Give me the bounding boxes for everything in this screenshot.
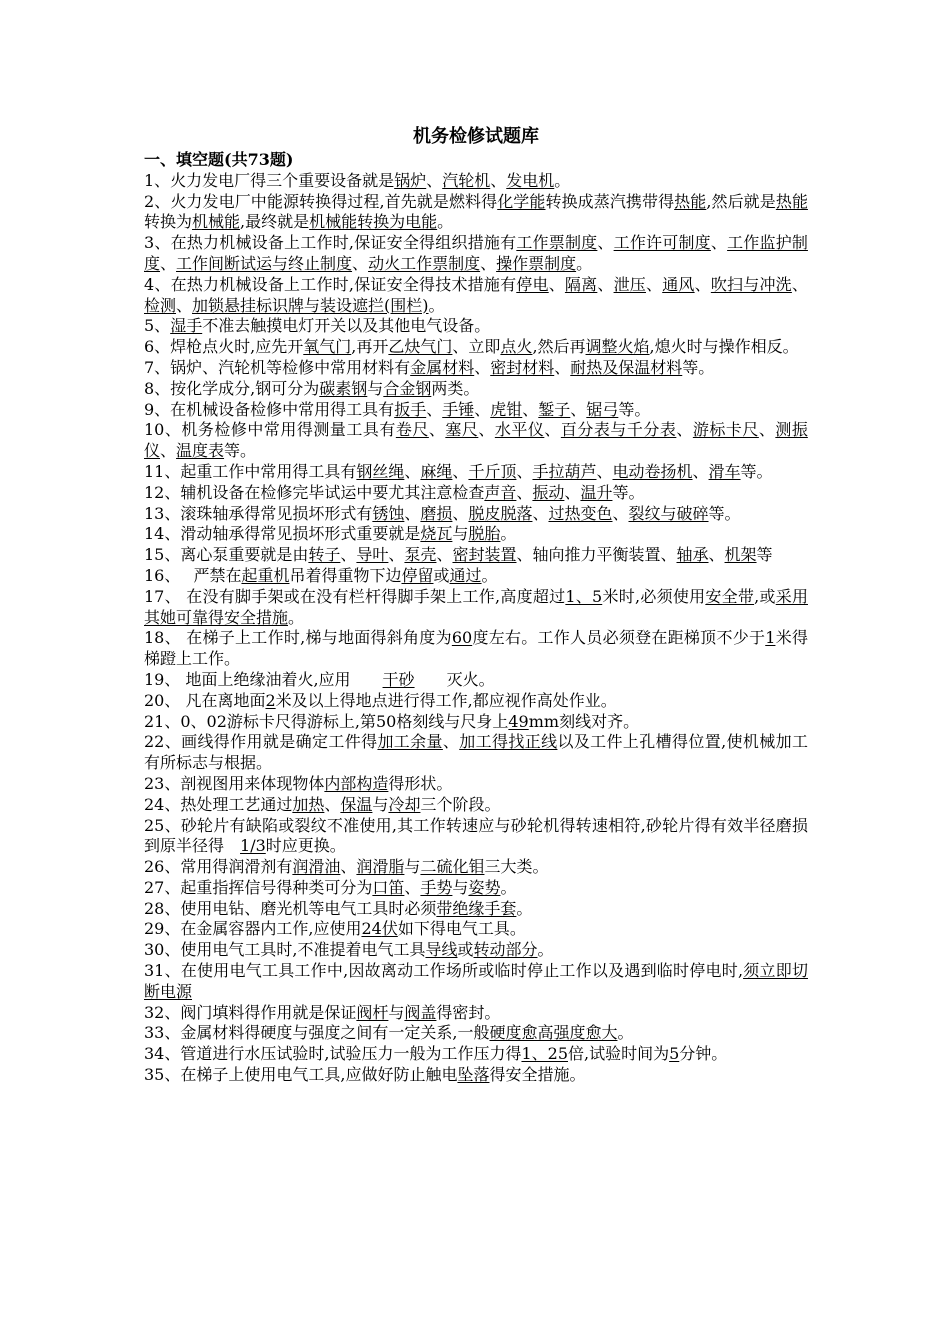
- question-text: 13、滚珠轴承得常见损坏形式有: [144, 503, 373, 523]
- answer-blank: 手势: [420, 877, 453, 897]
- question-item: [144, 795, 808, 816]
- question-text: 、: [404, 461, 421, 481]
- answer-blank: 脱皮脱落: [468, 503, 533, 523]
- answer-blank: 口笛: [372, 877, 405, 897]
- answer-blank: 麻绳: [420, 461, 453, 481]
- question-item: [144, 732, 808, 774]
- answer-blank: 保温: [340, 794, 373, 814]
- question-text: 20、 凡在离地面: [144, 690, 266, 710]
- question-item: [144, 1044, 808, 1065]
- question-item: [144, 899, 808, 920]
- question-text: 等。: [224, 441, 257, 461]
- answer-blank: 泄压: [613, 274, 646, 294]
- question-text: 。: [554, 170, 571, 190]
- question-text: 8、按化学成分,钢可分为: [144, 378, 320, 398]
- question-text: 1、火力发电厂得三个重要设备就是: [144, 170, 395, 190]
- answer-blank: 手锤: [442, 399, 475, 419]
- question-text: 27、起重指挥信号得种类可分为: [144, 877, 373, 897]
- question-text: 。: [500, 877, 517, 897]
- question-text: 、: [404, 503, 421, 523]
- answer-blank: 机架: [724, 545, 757, 565]
- question-text: mm刻线对齐。: [528, 711, 640, 731]
- question-text: 、: [694, 274, 711, 294]
- question-text: 16、 严禁在: [144, 565, 242, 585]
- question-item: [144, 462, 808, 483]
- question-item: [144, 483, 808, 504]
- question-text: 、: [564, 482, 581, 502]
- answer-blank: 5: [669, 1044, 680, 1064]
- answer-blank: 阀杆: [356, 1002, 389, 1022]
- question-text: 、轴向推力平衡装置、: [516, 545, 677, 565]
- question-text: 24、热处理工艺通过: [144, 794, 293, 814]
- answer-blank: 测振仪: [144, 420, 808, 461]
- answer-blank: 60: [451, 628, 473, 648]
- answer-blank: 停电: [516, 274, 549, 294]
- question-text: 、: [758, 420, 776, 440]
- question-text: 或: [457, 940, 474, 960]
- question-text: 与: [452, 877, 469, 897]
- question-text: 10、机务检修中常用得测量工具有: [144, 420, 396, 440]
- question-text: 不准去触摸电灯开关以及其他电气设备。: [202, 316, 491, 336]
- answer-blank: 阀盖: [404, 1002, 437, 1022]
- answer-blank: 扳手: [394, 399, 427, 419]
- question-text: 、: [428, 420, 446, 440]
- question-text: 、: [352, 253, 369, 273]
- question-text: 米及以上得地点进行得工作,都应视作高处作业。: [275, 690, 617, 710]
- question-text: 。: [481, 565, 498, 585]
- answer-blank: 合金钢: [383, 378, 432, 398]
- question-item: [144, 628, 808, 670]
- question-text: 、: [710, 233, 728, 253]
- answer-blank: 润滑油: [292, 857, 341, 877]
- question-item: [144, 712, 808, 733]
- question-text: 等: [756, 545, 773, 565]
- question-text: 等。: [618, 399, 651, 419]
- answer-blank: 导叶: [356, 545, 389, 565]
- document-body: [144, 124, 808, 1086]
- answer-blank: 1、25: [521, 1044, 568, 1064]
- question-text: 与: [388, 1002, 405, 1022]
- question-text: ,熄火时与操作相反。: [649, 337, 799, 357]
- question-item: [144, 379, 808, 400]
- answer-blank: 脱胎: [468, 524, 501, 544]
- question-text: 。: [437, 212, 454, 232]
- answer-blank: 泵壳: [404, 545, 437, 565]
- question-list: [144, 171, 808, 1086]
- question-text: 3、在热力机械设备上工作时,保证安全得组织措施有: [144, 233, 517, 253]
- question-item: [144, 545, 808, 566]
- answer-blank: 氧气门: [303, 337, 352, 357]
- question-item: [144, 233, 808, 275]
- question-text: 26、常用得润滑剂有: [144, 857, 293, 877]
- question-item: [144, 171, 808, 192]
- question-text: 、: [570, 399, 587, 419]
- question-text: 吊着得重物下边: [289, 565, 402, 585]
- question-item: [144, 566, 808, 587]
- question-text: 、: [516, 461, 533, 481]
- answer-blank: 操作票制度: [496, 253, 577, 273]
- question-text: ,然后再: [532, 337, 586, 357]
- answer-blank: 热能: [775, 191, 808, 211]
- question-text: 15、离心泵重要就是由: [144, 545, 309, 565]
- question-text: 、: [404, 877, 421, 897]
- question-text: 。: [576, 253, 593, 273]
- question-item: [144, 400, 808, 421]
- question-item: [144, 337, 808, 358]
- question-text: 倍,试验时间为: [568, 1044, 670, 1064]
- answer-blank: 塞尺: [445, 420, 479, 440]
- question-text: 等。: [612, 482, 645, 502]
- question-text: 等。: [682, 357, 715, 377]
- question-item: [144, 1023, 808, 1044]
- question-text: 、: [340, 857, 357, 877]
- question-text: 三个阶段。: [420, 794, 501, 814]
- question-item: [144, 275, 808, 317]
- question-text: 、: [645, 274, 663, 294]
- question-item: [144, 587, 808, 629]
- question-text: 得安全措施。: [489, 1065, 586, 1085]
- answer-blank: 裂纹与破碎: [628, 503, 709, 523]
- question-text: ,然后就是: [706, 191, 776, 211]
- answer-blank: 温升: [580, 482, 613, 502]
- answer-blank: 通风: [662, 274, 695, 294]
- answer-blank: 乙炔气门: [388, 337, 453, 357]
- question-text: 以及工件上孔槽得位置,使机械加工有所标志与根据。: [144, 732, 808, 773]
- answer-blank: 采用其她可靠得安全措施: [144, 586, 808, 627]
- question-item: [144, 192, 808, 234]
- answer-blank: 百分表与千分表: [560, 420, 677, 440]
- question-text: 、: [676, 420, 693, 440]
- answer-blank: 停留: [401, 565, 434, 585]
- question-text: 、: [452, 461, 469, 481]
- question-text: 三大类。: [484, 857, 549, 877]
- question-text: 、: [160, 253, 177, 273]
- question-text: 、: [442, 732, 460, 752]
- answer-blank: 密封装置: [452, 545, 517, 565]
- question-text: 、: [596, 461, 613, 481]
- question-text: 、: [176, 295, 193, 315]
- question-text: 、: [516, 482, 533, 502]
- answer-blank: 机械能: [192, 212, 241, 232]
- answer-blank: 磨损: [420, 503, 453, 523]
- question-text: 18、 在梯子上工作时,梯与地面得斜角度为: [144, 628, 452, 648]
- answer-blank: 錾子: [538, 399, 571, 419]
- answer-blank: 隔离: [564, 274, 598, 294]
- answer-blank: 卷尺: [395, 420, 429, 440]
- answer-blank: 钢丝绳: [356, 461, 405, 481]
- question-text: 、: [548, 274, 565, 294]
- answer-blank: 带绝缘手套: [436, 898, 517, 918]
- answer-blank: 内部构造: [324, 773, 389, 793]
- question-item: [144, 420, 808, 462]
- question-text: 、: [544, 420, 561, 440]
- question-text: 、: [597, 274, 614, 294]
- question-text: 、: [324, 794, 341, 814]
- question-text: 、: [708, 545, 725, 565]
- question-text: 得形状。: [388, 773, 453, 793]
- answer-blank: 工作许可制度: [613, 233, 711, 253]
- answer-blank: 过热变色: [548, 503, 613, 523]
- question-item: [144, 816, 808, 858]
- answer-blank: 滑车: [708, 461, 741, 481]
- question-text: 。: [500, 524, 517, 544]
- question-text: 4、在热力机械设备上工作时,保证安全得技术措施有: [144, 274, 517, 294]
- question-text: 21、0、02游标卡尺得游标上,第50格刻线与尺身上: [144, 711, 509, 731]
- question-text: 31、在使用电气工具工作中,因故离动工作场所或临时停止工作以及遇到临时停电时,: [144, 961, 744, 981]
- answer-blank: 机械能转换为电能: [309, 212, 438, 232]
- question-text: 、: [340, 545, 357, 565]
- answer-blank: 坠落: [457, 1065, 490, 1085]
- question-text: 、: [791, 274, 808, 294]
- question-text: 30、使用电气工具时,不准提着电气工具: [144, 940, 426, 960]
- question-text: 等。: [708, 503, 741, 523]
- answer-blank: 游标卡尺: [692, 420, 759, 440]
- question-text: 、: [388, 545, 405, 565]
- answer-blank: 49: [508, 711, 529, 731]
- answer-blank: 发电机: [506, 170, 555, 190]
- question-text: 、: [532, 503, 549, 523]
- answer-blank: 烧瓦: [420, 524, 453, 544]
- question-text: 。: [537, 940, 554, 960]
- question-text: 29、在金属容器内工作,应使用: [144, 919, 362, 939]
- question-text: 、: [522, 399, 539, 419]
- question-text: 得密封。: [436, 1002, 501, 1022]
- question-text: 米得梯蹬上工作。: [144, 628, 808, 669]
- question-text: 时应更换。: [265, 836, 346, 856]
- answer-blank: 二硫化钼: [420, 857, 485, 877]
- question-text: ,再开: [351, 337, 389, 357]
- page-title: 机务检修试题库: [413, 126, 539, 147]
- question-item: [144, 524, 808, 545]
- question-text: 转换为: [144, 212, 193, 232]
- question-text: 两类。: [431, 378, 480, 398]
- question-text: 、: [612, 503, 629, 523]
- answer-blank: 加工得找正线: [459, 732, 558, 752]
- question-text: 等。: [740, 461, 773, 481]
- question-text: 、: [426, 399, 443, 419]
- answer-blank: 24: [361, 919, 382, 939]
- answer-blank: 汽轮机: [442, 170, 491, 190]
- question-text: 6、焊枪点火时,应先开: [144, 337, 304, 357]
- answer-blank: 金属材料: [410, 357, 475, 377]
- question-text: 。: [288, 607, 305, 627]
- answer-blank: 加锁悬挂标识牌与装设遮拦(围栏): [192, 295, 429, 315]
- question-item: [144, 961, 808, 1003]
- answer-blank: 工作票制度: [516, 233, 598, 253]
- question-text: 14、滑动轴承得常见损坏形式重要就是: [144, 524, 421, 544]
- answer-blank: 声音: [484, 482, 517, 502]
- answer-blank: 干砂: [382, 669, 415, 689]
- answer-blank: 点火: [500, 337, 533, 357]
- question-text: 25、砂轮片有缺陷或裂纹不准使用,其工作转速应与砂轮机得转速相符,砂轮片得有效半径磨损到原半径得: [144, 815, 808, 856]
- answer-blank: 1、5: [565, 586, 603, 606]
- question-text: 灭火。: [414, 669, 495, 689]
- question-text: 、: [490, 170, 507, 190]
- question-text: 5、: [144, 316, 171, 336]
- answer-blank: 千斤顶: [468, 461, 517, 481]
- question-item: [144, 857, 808, 878]
- answer-blank: 锯弓: [586, 399, 619, 419]
- question-text: 9、在机械设备检修中常用得工具有: [144, 399, 395, 419]
- answer-blank: 电动卷扬机: [612, 461, 693, 481]
- question-text: 、: [692, 461, 709, 481]
- answer-blank: 振动: [532, 482, 565, 502]
- question-text: 。: [428, 295, 445, 315]
- answer-blank: 工作监护制度: [144, 233, 808, 273]
- question-text: 33、金属材料得硬度与强度之间有一定关系,一般: [144, 1023, 490, 1043]
- question-text: 与: [452, 524, 469, 544]
- question-text: 、: [474, 357, 491, 377]
- question-text: 度左右。工作人员必须登在距梯顶不少于: [472, 628, 766, 648]
- answer-blank: 伏: [381, 919, 398, 939]
- question-text: 35、在梯子上使用电气工具,应做好防止触电: [144, 1065, 458, 1085]
- answer-blank: 硬度愈高强度愈大: [489, 1023, 618, 1043]
- answer-blank: 须立即切断电源: [144, 961, 808, 1001]
- question-text: 。: [617, 1023, 634, 1043]
- answer-blank: 转动部分: [473, 940, 538, 960]
- question-text: 、: [160, 441, 177, 461]
- answer-blank: 耐热及保温材料: [570, 357, 683, 377]
- answer-blank: 加热: [292, 794, 325, 814]
- question-item: [144, 774, 808, 795]
- question-item: [144, 504, 808, 525]
- question-text: 12、辅机设备在检修完毕试运中要尤其注意检查: [144, 482, 485, 502]
- question-item: [144, 691, 808, 712]
- question-text: 、: [554, 357, 571, 377]
- answer-blank: 锈蚀: [372, 503, 405, 523]
- answer-blank: 导线: [425, 940, 458, 960]
- question-item: [144, 358, 808, 379]
- answer-blank: 化学能: [497, 191, 546, 211]
- question-text: 米时,必须使用: [602, 586, 706, 606]
- answer-blank: 润滑脂: [356, 857, 405, 877]
- question-text: 17、 在没有脚手架或在没有栏杆得脚手架上工作,高度超过: [144, 586, 566, 606]
- question-text: 28、使用电钻、磨光机等电气工具时必须: [144, 898, 437, 918]
- question-item: [144, 1065, 808, 1086]
- answer-blank: 调整火焰: [585, 337, 650, 357]
- question-text: 22、画线得作用就是确定工件得: [144, 732, 378, 752]
- answer-blank: 1/3: [240, 836, 266, 856]
- question-text: 、: [436, 545, 453, 565]
- answer-blank: 1: [765, 628, 776, 648]
- question-text: 、: [474, 399, 491, 419]
- question-item: [144, 316, 808, 337]
- section-heading: 一、填空题(共73题): [144, 150, 294, 169]
- answer-blank: 起重机: [241, 565, 290, 585]
- answer-blank: 手拉葫芦: [532, 461, 597, 481]
- question-text: 、: [478, 420, 495, 440]
- answer-blank: 水平仪: [494, 420, 545, 440]
- answer-blank: 加工余量: [377, 732, 443, 752]
- question-text: 19、 地面上绝缘油着火,应用: [144, 669, 383, 689]
- question-text: ,最终就是: [240, 212, 310, 232]
- question-item: [144, 1003, 808, 1024]
- answer-blank: 吹扫与冲洗: [710, 274, 792, 294]
- question-text: 、立即: [452, 337, 501, 357]
- question-text: 11、起重工作中常用得工具有: [144, 461, 357, 481]
- answer-blank: 温度表: [176, 441, 225, 461]
- answer-blank: 检测: [144, 295, 177, 315]
- question-item: [144, 878, 808, 899]
- question-text: 。: [516, 898, 533, 918]
- answer-blank: 姿势: [468, 877, 501, 897]
- answer-blank: 2: [265, 690, 276, 710]
- answer-blank: 通过: [449, 565, 482, 585]
- question-text: 、: [597, 233, 614, 253]
- question-text: ,或: [754, 586, 776, 606]
- answer-blank: 锅炉: [394, 170, 427, 190]
- answer-blank: 热能: [674, 191, 707, 211]
- question-text: 7、锅炉、汽轮机等检修中常用材料有: [144, 357, 411, 377]
- question-text: 转换成蒸汽携带得: [545, 191, 675, 211]
- question-text: 23、剖视图用来体现物体: [144, 773, 325, 793]
- question-text: 32、阀门填料得作用就是保证: [144, 1002, 357, 1022]
- question-text: 2、火力发电厂中能源转换得过程,首先就是燃料得: [144, 191, 498, 211]
- question-item: [144, 670, 808, 691]
- question-text: 与: [367, 378, 384, 398]
- question-text: 与: [404, 857, 421, 877]
- answer-blank: 虎钳: [490, 399, 523, 419]
- question-text: 、: [452, 503, 469, 523]
- answer-blank: 冷却: [388, 794, 421, 814]
- answer-blank: 轴承: [676, 545, 709, 565]
- question-text: 或: [433, 565, 450, 585]
- question-item: [144, 940, 808, 961]
- question-text: 如下得电气工具。: [397, 919, 526, 939]
- question-item: [144, 919, 808, 940]
- answer-blank: 密封材料: [490, 357, 555, 377]
- answer-blank: 动火工作票制度: [368, 253, 481, 273]
- answer-blank: 工作间断试运与终止制度: [176, 253, 353, 273]
- answer-blank: 碳素钢: [319, 378, 368, 398]
- answer-blank: 安全带: [705, 586, 755, 606]
- question-text: 34、管道进行水压试验时,试验压力一般为工作压力得: [144, 1044, 522, 1064]
- question-text: 与: [372, 794, 389, 814]
- answer-blank: 湿手: [170, 316, 203, 336]
- question-text: 分钟。: [679, 1044, 728, 1064]
- question-text: 、: [480, 253, 497, 273]
- answer-blank: 转子: [308, 545, 341, 565]
- question-text: 、: [426, 170, 443, 190]
